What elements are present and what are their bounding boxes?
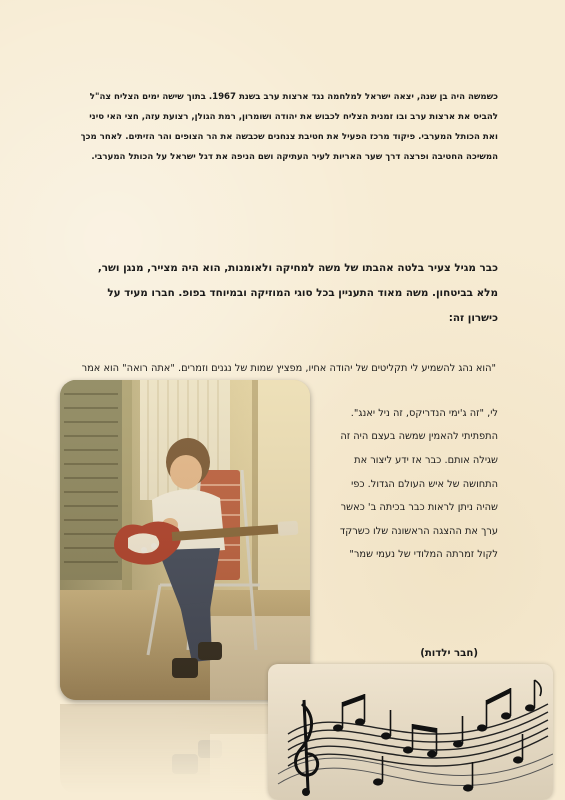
staff-lines [278, 704, 553, 786]
music-staff-illustration [268, 664, 553, 800]
music-notes-image [268, 664, 553, 800]
quote-body: לי, "זה ג'ימי הנדריקס, זה ניל יאנג". התפתיתי להאמין שמשה בעצם היה זה שגילה אותם. כבר אז ידע ליצור את התחושה של איש העולם הגדול. כפי שהיה ניתן לראות כבר בכיתה ב' כאשר ערך את ההצגה הראשונה שלו כשרקד לקול זמרתה המלודי של נעמי שמר" [339, 407, 498, 561]
childhood-guitar-photo [60, 380, 310, 700]
quote-opening: "הוא נהג להשמיע לי תקליטים של יהודה אחיו, מפציץ שמות של נגנים וזמרים. "אתה רואה" הוא אמר [81, 362, 496, 374]
intro-paragraph: כבר מגיל צעיר בלטה אהבתו של משה למחיקה ולאומנות, הוא היה מצייר, מנגן ושר, מלא בביטחון. משה מאוד התעניין בכל סוגי המוזיקה ובמיוחד בפופ. חברו מעיד על כישרון זה: [97, 262, 498, 325]
history-paragraph: כשמשה היה בן שנה, יצאה ישראל למלחמה נגד ארצות ערב בשנת 1967. בתוך שישה ימים הצליח צה"ל להביס את ארצות ערב ובו זמנית הצליח לכבוש את יהודה ושומרון, רמת הגולן, רצועת עזה, חצי האי סיני ואת הכותל המערבי. פיקוד מרכז הפעיל את חטיבת צנחנים שכבשה את הר הצופים והר הזיתים. לאחר מכך המשיכה החטיבה ופרצה דרך שער האריות לעיר העתיקה ושם הניפה את דגל ישראל על הכותל המערבי. [80, 91, 498, 162]
photo-illustration [60, 380, 310, 700]
music-note-icons [333, 680, 541, 792]
quote-attribution: (חבר ילדות) [420, 648, 478, 660]
